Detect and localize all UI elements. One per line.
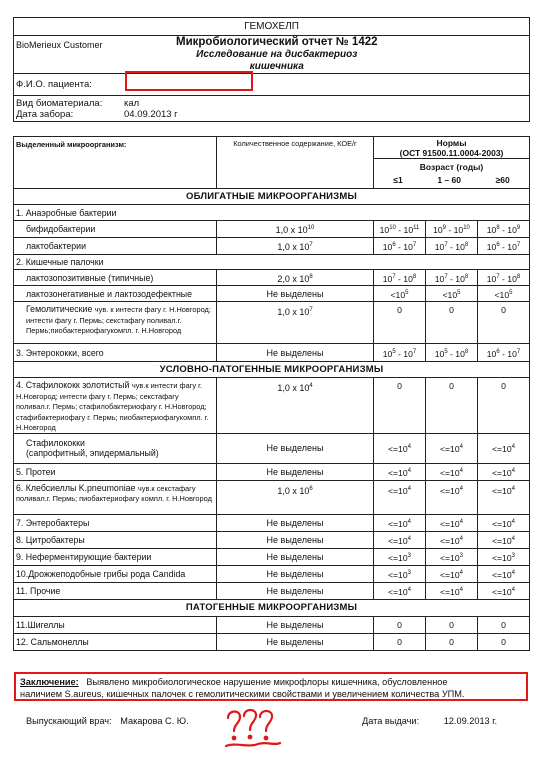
norm-infant: $10^{10} - 10^{11}$ — [374, 221, 426, 238]
norm-senior: $<10^5$ — [478, 286, 530, 302]
report-title: Микробиологический отчет № 1422 — [175, 36, 378, 48]
table-row — [14, 582, 530, 599]
table-row — [14, 565, 530, 582]
table-row — [14, 433, 530, 463]
table-row — [14, 286, 530, 302]
column-header-quantity: Количественное содержание, КОЕ/г — [217, 137, 374, 189]
norm-adult: $<=10^4$ — [426, 531, 478, 548]
table-row — [14, 238, 530, 255]
group-ecoli: 2. Кишечные палочки — [14, 255, 530, 270]
norm-infant: $<=10^4$ — [374, 480, 426, 514]
column-header-organism: Выделенный микроорганизм: — [14, 137, 217, 189]
norm-infant: $<=10^4$ — [374, 582, 426, 599]
section-pathogenic: ПАТОГЕННЫЕ МИКРООРГАНИЗМЫ — [14, 599, 530, 616]
table-row — [14, 302, 530, 344]
table-row — [14, 548, 530, 565]
table-row — [14, 633, 530, 650]
table-row — [14, 531, 530, 548]
norm-adult: $10^9 - 10^{10}$ — [426, 221, 478, 238]
norms-standard: (ОСТ 91500.11.0004-2003) — [399, 147, 504, 158]
quantity-value: 1,0 x $10^4$ — [217, 378, 374, 434]
norm-senior: $10^6 - 10^7$ — [478, 238, 530, 255]
norm-senior: $<=10^4$ — [478, 433, 530, 463]
norm-senior: $10^6 - 10^7$ — [478, 344, 530, 362]
phage-sensitivity-note: чув.к интести фагу г. Н.Новгород; интести фагу г. Пермь; секстафагу поливал.г. Пермь; стафилобактериофагу г. Н.Новгород; стафибактериофагу г. Пермь; пиобактериофагукомпл. г. Н.Новгород — [16, 381, 209, 432]
quantity-value: Не выделены — [217, 582, 374, 599]
norm-adult: $<=10^3$ — [426, 548, 478, 565]
norm-senior: $<=10^3$ — [478, 548, 530, 565]
sample-date-label: Дата забора: — [16, 108, 74, 120]
quantity-value: Не выделены — [217, 565, 374, 582]
organism-name: Гемолитические — [26, 304, 93, 314]
quantity-value: 1,0 x $10^6$ — [217, 480, 374, 514]
norm-infant: $<=10^3$ — [374, 565, 426, 582]
age-header: Возраст (годы) — [419, 162, 484, 172]
report-subtitle: Исследование на дисбактериоз кишечника — [196, 49, 358, 72]
patient-dot: . — [251, 76, 254, 86]
norm-senior: 0 — [478, 616, 530, 633]
customer-label: BioMerieux Customer — [14, 36, 179, 74]
conclusion-box — [14, 672, 528, 701]
quantity-value: Не выделены — [217, 616, 374, 633]
norm-infant: $<=10^4$ — [374, 463, 426, 480]
norm-senior: $<=10^4$ — [478, 582, 530, 599]
organism-name: 12. Сальмонеллы — [14, 633, 217, 650]
age-group-senior: ≥60 — [495, 175, 510, 185]
norm-infant: 0 — [374, 616, 426, 633]
section-conditional: УСЛОВНО-ПАТОГЕННЫЕ МИКРООРГАНИЗМЫ — [14, 362, 530, 378]
table-row — [14, 514, 530, 531]
organism-subtype: (сапрофитный, эпидермальный) — [26, 448, 159, 458]
organism-name: 6. Клебсиеллы K.pneumoniae — [16, 482, 136, 493]
quantity-value: Не выделены — [217, 514, 374, 531]
norm-senior: 0 — [478, 302, 530, 344]
organism-name: лактозопозитивные (типичные) — [14, 270, 217, 286]
norm-adult: $10^5 - 10^8$ — [426, 344, 478, 362]
norm-infant: $10^5 - 10^7$ — [374, 344, 426, 362]
norm-infant: 0 — [374, 633, 426, 650]
norm-senior: $10^7 - 10^8$ — [478, 270, 530, 286]
sample-date-value: 04.09.2013 г — [124, 108, 178, 120]
norm-infant: $<=10^4$ — [374, 514, 426, 531]
norm-adult: 0 — [426, 302, 478, 344]
norm-senior: $<=10^4$ — [478, 514, 530, 531]
quantity-value: 1,0 x $10^{10}$ — [217, 221, 374, 238]
report-header — [13, 17, 530, 122]
table-row — [14, 463, 530, 480]
norm-infant: $<=10^4$ — [374, 531, 426, 548]
organism-name: 3. Энтерококки, всего — [14, 344, 217, 362]
norm-adult: $<=10^4$ — [426, 463, 478, 480]
quantity-value: 1,0 x $10^7$ — [217, 238, 374, 255]
norm-adult: $<=10^4$ — [426, 514, 478, 531]
conclusion-label: Заключение: — [20, 677, 79, 687]
section-obligate: ОБЛИГАТНЫЕ МИКРООРГАНИЗМЫ — [14, 189, 530, 205]
organism-name: лактобактерии — [14, 238, 217, 255]
norm-adult: 0 — [426, 616, 478, 633]
norm-senior: $<=10^4$ — [478, 463, 530, 480]
organism-name: бифидобактерии — [14, 221, 217, 238]
quantity-value: Не выделены — [217, 344, 374, 362]
table-row — [14, 616, 530, 633]
norm-senior: $10^8 - 10^9$ — [478, 221, 530, 238]
column-header-norms: Нормы — [436, 137, 467, 148]
table-row — [14, 221, 530, 238]
group-anaerobic: 1. Анаэробные бактерии — [14, 205, 530, 221]
quantity-value: Не выделены — [217, 286, 374, 302]
organism-name: 11.Шигеллы — [14, 616, 217, 633]
organism-name: Стафилококки — [26, 438, 85, 448]
issue-date-value: 12.09.2013 г. — [443, 716, 498, 726]
organism-name: 8. Цитробактеры — [14, 531, 217, 548]
norm-adult: $10^7 - 10^8$ — [426, 270, 478, 286]
patient-label: Ф.И.О. пациента: — [16, 79, 92, 90]
age-group-infant: ≤1 — [393, 175, 403, 185]
table-row — [14, 480, 530, 514]
norm-infant: $10^7 - 10^8$ — [374, 270, 426, 286]
doctor-label: Выпускающий врач: — [26, 716, 112, 726]
norm-adult: $10^7 - 10^8$ — [426, 238, 478, 255]
norm-infant: 0 — [374, 302, 426, 344]
norm-adult: $<=10^4$ — [426, 433, 478, 463]
norm-adult: $<10^5$ — [426, 286, 478, 302]
table-row — [14, 270, 530, 286]
phage-sensitivity-note: чув. к интести фагу г. Н.Новгород; интести фагу г. Пермь; секстафагу поливал.г. Пермь;пиобактериофагукомпл. г. Н.Новгород — [26, 305, 211, 335]
norm-adult: $<=10^4$ — [426, 582, 478, 599]
patient-redaction-box — [125, 71, 253, 91]
quantity-value: 1,0 x $10^7$ — [217, 302, 374, 344]
norm-adult: 0 — [426, 633, 478, 650]
quantity-value: Не выделены — [217, 548, 374, 565]
report-sheet — [13, 17, 529, 651]
organism-name: 9. Неферментирующие бактерии — [14, 548, 217, 565]
lab-name: ГЕМОХЕЛП — [14, 18, 530, 36]
norm-infant: $<10^5$ — [374, 286, 426, 302]
norm-adult: $<=10^4$ — [426, 480, 478, 514]
organism-name: 5. Протеи — [14, 463, 217, 480]
norm-senior: $<=10^4$ — [478, 531, 530, 548]
norm-infant: $<=10^4$ — [374, 433, 426, 463]
phage-sensitivity-note: чув.к секстафагу поливал.г. Пермь; пиобактериофагу компл. г. Н.Новгород — [16, 483, 212, 503]
norm-senior: $<=10^4$ — [478, 480, 530, 514]
organism-name: 7. Энтеробактеры — [14, 514, 217, 531]
norm-infant: $10^6 - 10^7$ — [374, 238, 426, 255]
quantity-value: Не выделены — [217, 531, 374, 548]
norm-adult: 0 — [426, 378, 478, 434]
norm-senior: 0 — [478, 633, 530, 650]
biomaterial-label: Вид биоматериала: — [16, 97, 103, 109]
norm-infant: $<=10^3$ — [374, 548, 426, 565]
norm-adult: $<=10^4$ — [426, 565, 478, 582]
norm-senior: 0 — [478, 378, 530, 434]
handwritten-question-marks-icon — [222, 704, 284, 754]
age-group-adult: 1 – 60 — [437, 175, 461, 185]
organism-name: 4. Стафилококк золотистый — [16, 380, 130, 390]
norm-senior: $<=10^4$ — [478, 565, 530, 582]
doctor-name: Макарова С. Ю. — [120, 716, 189, 726]
norm-infant: 0 — [374, 378, 426, 434]
organism-name: лактозонегативные и лактозодефектные — [14, 286, 217, 302]
table-row — [14, 344, 530, 362]
quantity-value: Не выделены — [217, 433, 374, 463]
organism-name: 10.Дрожжеподобные грибы рода Candida — [14, 565, 217, 582]
results-table — [13, 136, 530, 651]
conclusion-text-line2: наличием S.aureus, кишечных палочек с гемолитическими свойствами и увеличением количества УПМ. — [20, 689, 465, 699]
quantity-value: Не выделены — [217, 633, 374, 650]
table-row — [14, 378, 530, 434]
issue-date-label: Дата выдачи: — [362, 716, 420, 726]
organism-name: 11. Прочие — [14, 582, 217, 599]
biomaterial-value: кал — [124, 97, 140, 109]
quantity-value: Не выделены — [217, 463, 374, 480]
quantity-value: 2,0 x $10^8$ — [217, 270, 374, 286]
conclusion-text-line1: Выявлено микробиологическое нарушение микрофлоры кишечника, обусловленное — [86, 677, 448, 687]
